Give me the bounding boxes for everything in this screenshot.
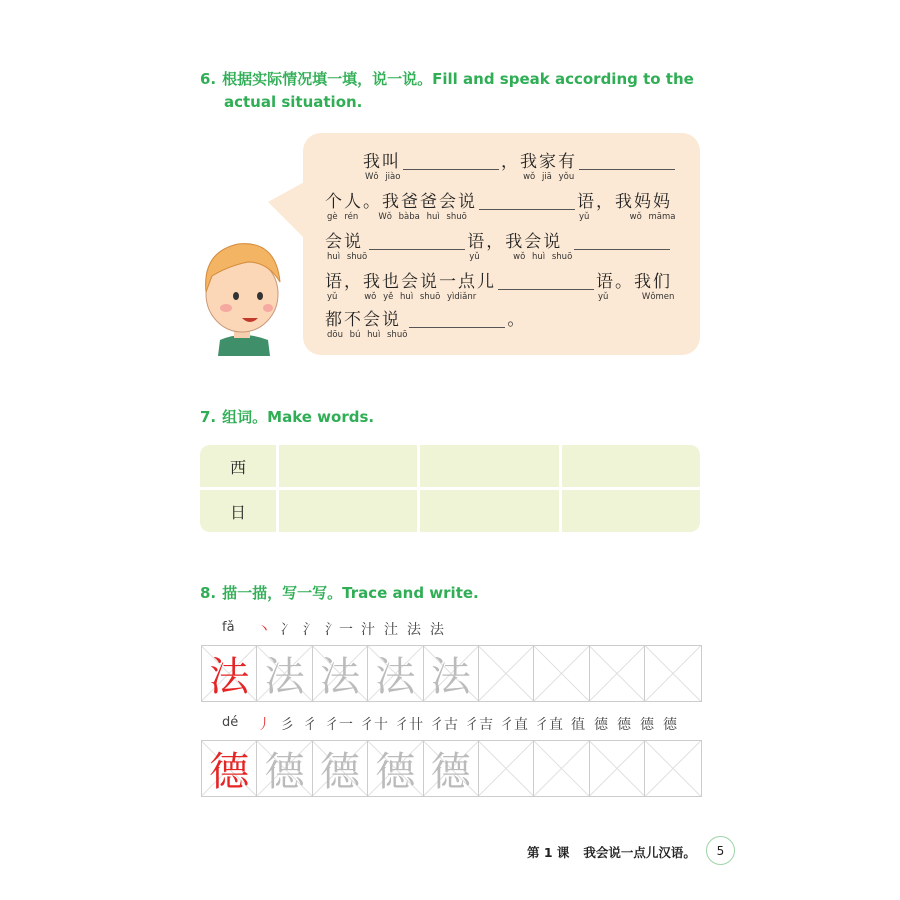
stroke-step: 汁 bbox=[361, 622, 375, 638]
text-segment bbox=[325, 192, 477, 223]
pinyin: yǔ wǒ yě huì shuō yìdiǎnr bbox=[327, 292, 477, 302]
word-answer-cell[interactable] bbox=[420, 445, 558, 487]
sentence-line bbox=[325, 232, 672, 263]
word-answer-cell[interactable] bbox=[279, 445, 417, 487]
text-segment bbox=[325, 310, 407, 341]
writing-grid bbox=[201, 645, 702, 702]
stroke-step: 彳十 bbox=[360, 717, 388, 733]
stroke-step: 氵 bbox=[303, 622, 317, 638]
write-cell[interactable] bbox=[645, 741, 700, 796]
model-character: 德 bbox=[202, 741, 257, 796]
pinyin: yǔ wǒ huì shuō bbox=[469, 252, 573, 262]
stroke-step: 彳古 bbox=[430, 717, 458, 733]
exercise-7-heading bbox=[200, 406, 374, 429]
lesson-number: 第 1 课 bbox=[527, 845, 570, 860]
hanzi: 我叫 bbox=[363, 152, 401, 172]
trace-cell[interactable]: 法 bbox=[313, 646, 368, 701]
text-segment bbox=[577, 192, 675, 223]
hanzi: ，我家有 bbox=[501, 152, 577, 172]
fill-blank[interactable] bbox=[403, 152, 499, 170]
lesson-title: 我会说一点儿汉语。 bbox=[583, 845, 696, 860]
word-answer-cell[interactable] bbox=[562, 445, 700, 487]
text-segment bbox=[325, 272, 496, 303]
text-segment bbox=[501, 152, 577, 183]
pinyin: yǔ Wǒmen bbox=[598, 292, 675, 302]
stroke-step: 彳直 bbox=[500, 717, 528, 733]
stroke-step: 法 bbox=[430, 622, 444, 638]
boy-illustration bbox=[198, 232, 288, 356]
fill-blank[interactable] bbox=[369, 232, 465, 250]
stroke-step: 徝 bbox=[571, 717, 585, 733]
pinyin: Wǒ jiào bbox=[365, 172, 401, 182]
write-cell[interactable] bbox=[534, 741, 589, 796]
hanzi: 个人。我爸爸会说 bbox=[325, 192, 477, 212]
pinyin: wǒ jiā yǒu bbox=[503, 172, 575, 182]
stroke-step: 德 bbox=[640, 717, 654, 733]
stroke-step: 丿 bbox=[257, 717, 271, 733]
exercise-number: 6. bbox=[200, 70, 217, 88]
exercise-number: 8. bbox=[200, 584, 217, 602]
stroke-order bbox=[256, 717, 678, 734]
model-character: 法 bbox=[202, 646, 257, 701]
write-cell[interactable] bbox=[590, 646, 645, 701]
stroke-step: 氵一 bbox=[325, 622, 353, 638]
word-key: 西 bbox=[200, 445, 276, 487]
fill-blank[interactable] bbox=[579, 152, 675, 170]
stroke-step: 德 bbox=[617, 717, 631, 733]
exercise-title: 组词。Make words. bbox=[222, 408, 375, 426]
stroke-step: 彳卄 bbox=[395, 717, 423, 733]
trace-cell[interactable]: 德 bbox=[424, 741, 479, 796]
stroke-step: 彳 bbox=[303, 717, 317, 733]
pinyin: huì shuō bbox=[327, 252, 368, 262]
stroke-step: 法 bbox=[407, 622, 421, 638]
fill-blank[interactable] bbox=[574, 232, 670, 250]
word-answer-cell[interactable] bbox=[562, 490, 700, 532]
hanzi: 都不会说 bbox=[325, 310, 401, 330]
exercise-8-heading bbox=[200, 582, 479, 605]
sentence-line bbox=[325, 272, 674, 303]
stroke-step: 德 bbox=[594, 717, 608, 733]
stroke-step: 彡 bbox=[280, 717, 294, 733]
exercise-title-cont: actual situation. bbox=[224, 93, 363, 111]
text-segment bbox=[507, 310, 526, 330]
pinyin: gè rén Wǒ bàba huì shuō bbox=[327, 212, 467, 222]
trace-cell[interactable]: 德 bbox=[368, 741, 423, 796]
exercise-6-heading bbox=[200, 68, 710, 114]
hanzi: 语，我也会说一点儿 bbox=[325, 272, 496, 292]
pinyin: yǔ wǒ māma bbox=[579, 212, 676, 222]
stroke-step: 彳吉 bbox=[465, 717, 493, 733]
hanzi: 会说 bbox=[325, 232, 363, 252]
stroke-step: 德 bbox=[663, 717, 677, 733]
text-segment bbox=[467, 232, 572, 263]
write-cell[interactable] bbox=[534, 646, 589, 701]
stroke-step: 冫 bbox=[280, 622, 294, 638]
pinyin: dōu bú huì shuō bbox=[327, 330, 408, 340]
write-cell[interactable] bbox=[479, 646, 534, 701]
char-pinyin: fǎ bbox=[222, 620, 235, 635]
trace-cell[interactable]: 法 bbox=[257, 646, 312, 701]
stroke-step: 丶 bbox=[257, 622, 271, 638]
stroke-step: 彳直 bbox=[535, 717, 563, 733]
sentence-line bbox=[363, 152, 677, 183]
stroke-order bbox=[256, 622, 445, 639]
hanzi: 。 bbox=[507, 310, 527, 330]
write-cell[interactable] bbox=[590, 741, 645, 796]
hanzi: 语，我会说 bbox=[467, 232, 563, 252]
writing-grid bbox=[201, 740, 702, 797]
page-footer bbox=[527, 843, 696, 861]
word-key: 日 bbox=[200, 490, 276, 532]
text-segment bbox=[325, 232, 367, 263]
exercise-title: 描一描，写一写。Trace and write. bbox=[222, 584, 479, 602]
fill-blank[interactable] bbox=[479, 192, 575, 210]
word-answer-cell[interactable] bbox=[420, 490, 558, 532]
trace-cell[interactable]: 德 bbox=[313, 741, 368, 796]
char-pinyin: dé bbox=[222, 715, 239, 730]
sentence-line bbox=[325, 310, 526, 341]
text-segment bbox=[363, 152, 401, 183]
fill-blank[interactable] bbox=[498, 272, 594, 290]
text-segment bbox=[596, 272, 674, 303]
page-number: 5 bbox=[706, 836, 735, 865]
write-cell[interactable] bbox=[645, 646, 700, 701]
exercise-number: 7. bbox=[200, 408, 217, 426]
hanzi: 语。我们 bbox=[596, 272, 672, 292]
trace-cell[interactable]: 法 bbox=[424, 646, 479, 701]
sentence-line bbox=[325, 192, 675, 223]
word-answer-cell[interactable] bbox=[279, 490, 417, 532]
write-cell[interactable] bbox=[479, 741, 534, 796]
word-table bbox=[200, 445, 700, 532]
trace-cell[interactable]: 法 bbox=[368, 646, 423, 701]
stroke-step: 汢 bbox=[384, 622, 398, 638]
hanzi: 语，我妈妈 bbox=[577, 192, 672, 212]
exercise-title: 根据实际情况填一填，说一说。Fill and speak according to the bbox=[222, 70, 694, 88]
trace-cell[interactable]: 德 bbox=[257, 741, 312, 796]
stroke-step: 彳一 bbox=[325, 717, 353, 733]
fill-blank[interactable] bbox=[409, 310, 505, 328]
